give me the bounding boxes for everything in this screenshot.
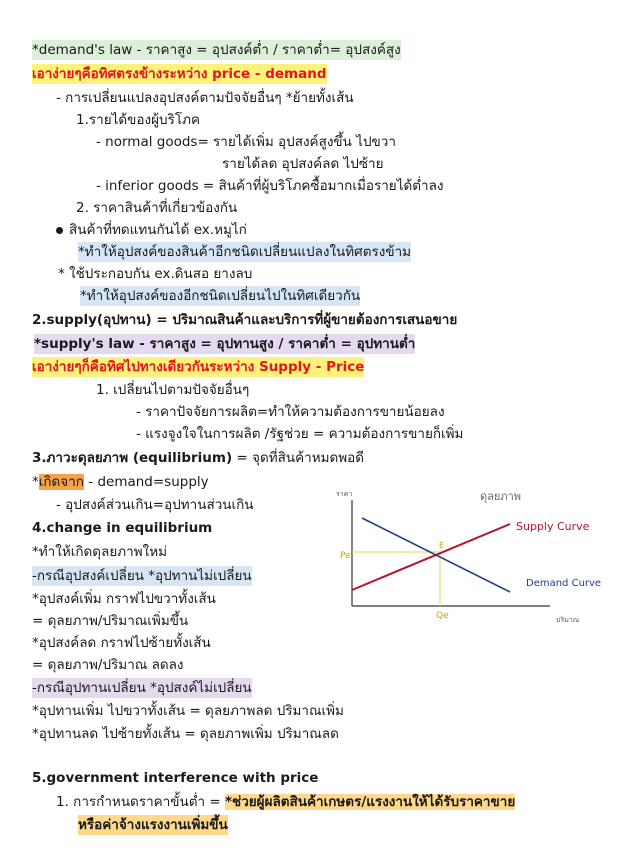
equilibrium-graph <box>330 486 620 626</box>
price-floor-line: 1. การกำหนดราคาขั้นต่ำ = *ช่วยผู้ผลิตสินค้าเกษตร/แรงงานให้ได้รับราคาขาย <box>56 794 516 810</box>
demand-law-summary: เอาง่ายๆคือทิศตรงข้างระหว่าง price - demand <box>32 66 327 82</box>
price-floor-line-2: หรือค่าจ้างแรงงานเพิ่มขึ้น <box>78 817 228 833</box>
excess-line: - อุปสงค์ส่วนเกิน=อุปทานส่วนเกิน <box>56 497 254 513</box>
pe-label: Pe <box>340 551 351 561</box>
government-heading: 5.government interference with price <box>32 770 319 786</box>
input-price-line: - ราคาปัจจัยการผลิต=ทำให้ความต้องการขายน้อยลง <box>136 404 445 420</box>
demand-decrease-line: *อุปสงค์ลด กราฟไปซ้ายทั้งเส้น <box>32 635 211 651</box>
demand-increase-line: *อุปสงค์เพิ่ม กราฟไปขวาทั้งเส้น <box>32 591 216 607</box>
equilibrium-heading: 3.ภาวะดุลยภาพ (equilibrium) = จุดที่สินค้าหมดพอดี <box>32 450 365 466</box>
demand-law-line: *demand's law - ราคาสูง = อุปสงค์ต่ำ / ราคาต่ำ= อุปสงค์สูง <box>32 42 401 58</box>
supply-law-line: *supply's law - ราคาสูง = อุปทานสูง / ราคาต่ำ = อุปทานต่ำ <box>34 336 416 352</box>
inferior-goods-line: - inferior goods = สินค้าที่ผู้บริโภคซื้อมากเมื่อรายได้ต่ำลง <box>96 178 444 194</box>
complement-goods-line: * ใช้ประกอบกัน ex.ดินสอ ยางลบ <box>58 266 253 282</box>
equilibrium-point-label: E <box>439 541 445 550</box>
demand-curve-label: Demand Curve <box>526 578 602 589</box>
supply-law-summary: เอาง่ายๆก็คือทิศไปทางเดียวกันระหว่าง Supply - Price <box>32 359 365 375</box>
supply-change-case: -กรณีอุปทานเปลี่ยน *อุปสงค์ไม่เปลี่ยน <box>32 680 252 696</box>
supply-curve-label: Supply Curve <box>516 520 590 533</box>
demand-shift-heading: - การเปลี่ยนแปลงอุปสงค์ตามปัจจัยอื่นๆ *ย้ายทั้งเส้น <box>56 90 354 106</box>
demand-increase-result: = ดุลยภาพ/ปริมาณเพิ่มขึ้น <box>32 613 189 629</box>
complement-effect: *ทำให้อุปสงค์ของอีกชนิดเปลี่ยนไปในทิศเดียวกัน <box>80 288 361 304</box>
substitute-effect: *ทำให้อุปสงค์ของสินค้าอีกชนิดเปลี่ยนแปลงในทิศตรงข้าม <box>78 244 412 260</box>
normal-goods-line: - normal goods= รายได้เพิ่ม อุปสงค์สูงขึ้น ไปขวา <box>96 134 396 150</box>
qe-label: Qe <box>436 611 449 621</box>
supply-decrease-line: *อุปทานลด ไปซ้ายทั้งเส้น = ดุลยภาพเพิ่ม ปริมาณลด <box>32 726 339 742</box>
incentive-line: - แรงจูงใจในการผลิต /รัฐช่วย = ความต้องการขายก็เพิ่ม <box>136 426 464 442</box>
related-goods-heading: 2. ราคาสินค้าที่เกี่ยวข้องกัน <box>76 200 238 216</box>
x-axis-label: ปริมาณ <box>556 616 580 624</box>
demand-curve <box>362 518 510 592</box>
supply-factors-heading: 1. เปลี่ยนไปตามปัจจัยอื่นๆ <box>96 382 250 398</box>
supply-heading: 2.supply(อุปทาน) = ปริมาณสินค้าและบริการที่ผู้ขายต้องการเสนอขาย <box>32 312 458 328</box>
y-axis-label: ราคา <box>336 490 353 498</box>
income-factor: 1.รายได้ของผู้บริโภค <box>76 112 201 128</box>
demand-decrease-result: = ดุลยภาพ/ปริมาณ ลดลง <box>32 657 184 673</box>
substitute-goods-line: สินค้าที่ทดแทนกันได้ ex.หมูไก่ <box>56 220 247 240</box>
graph-title: ดุลยภาพ <box>480 490 522 503</box>
bullet-icon <box>56 227 63 234</box>
supply-increase-line: *อุปทานเพิ่ม ไปขวาทั้งเส้น = ดุลยภาพลด ปริมาณเพิ่ม <box>32 703 344 719</box>
new-equilibrium-line: *ทำให้เกิดดุลยภาพใหม่ <box>32 544 167 560</box>
demand-change-case: -กรณีอุปสงค์เปลี่ยน *อุปทานไม่เปลี่ยน <box>32 568 252 584</box>
equilibrium-cause: *เกิดจาก - demand=supply <box>32 474 209 490</box>
normal-goods-line-2: รายได้ลด อุปสงค์ลด ไปซ้าย <box>222 156 384 172</box>
change-equilibrium-heading: 4.change in equilibrium <box>32 520 213 536</box>
